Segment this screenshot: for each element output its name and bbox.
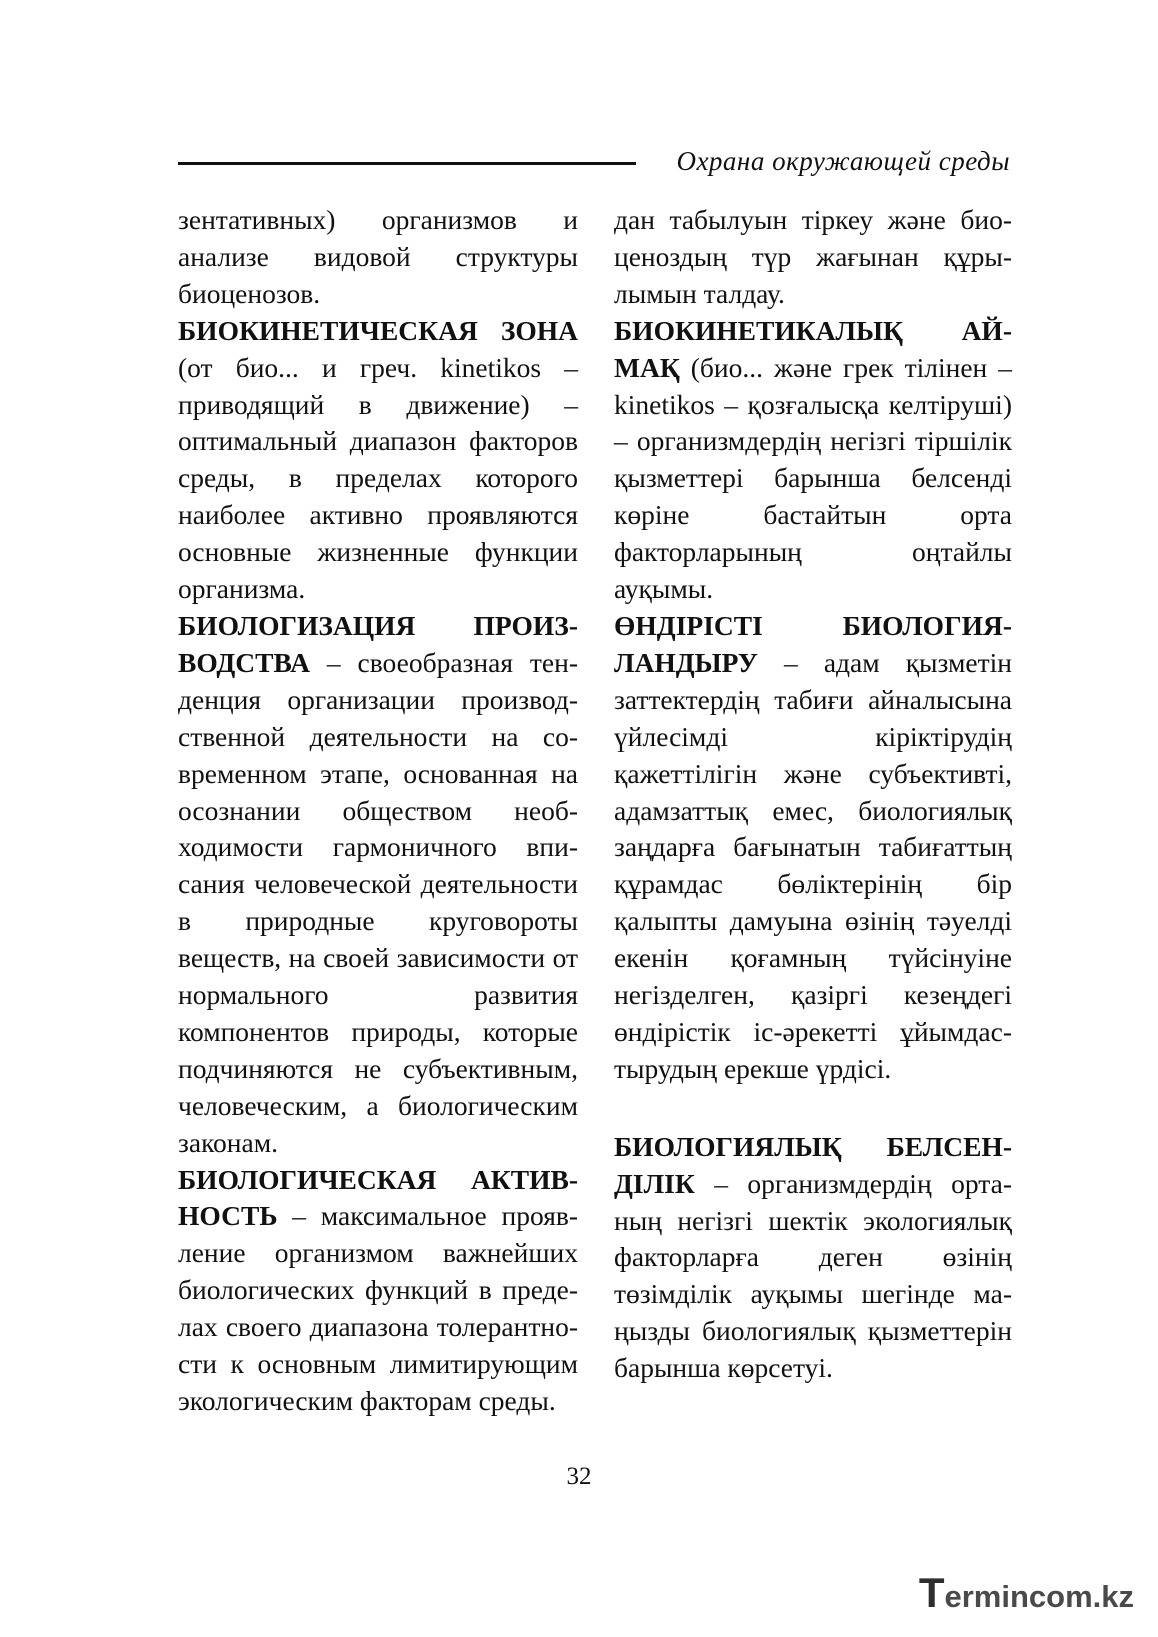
entry-text: дан табылуын тіркеу және биоценоздың түр жағынан құрылымын талдау.: [614, 204, 1012, 309]
page-header: [178, 146, 1010, 186]
entry-text: – максимальное проявление организмом важнейших биологических функций в пределах своего диапазона толерантности к основным лимитирующим экологическим факторам среды.: [178, 1200, 578, 1416]
entry-biologization-kz: [614, 608, 1012, 1088]
entry-biokinetic-zone: [178, 313, 578, 608]
column-gap: [614, 1088, 1012, 1129]
right-column: [614, 202, 1012, 1387]
entry-continuation: [178, 202, 578, 313]
entry-biological-activity: [178, 1162, 578, 1420]
watermark-text: ermincom.kz: [944, 1579, 1134, 1614]
entry-text: (био... және грек тілінен – kinetikos – қозғалысқа келтіруші) – организмдердің негізгі тіршілік қызметтері барынша белсенді көріне бастайтын орта факторларының оңтайлы ауқымы.: [614, 351, 1012, 605]
entry-term: БИОКИНЕТИЧЕСКАЯ ЗОНА: [178, 314, 578, 346]
entry-continuation: [614, 202, 1012, 313]
watermark-lead-letter: T: [918, 1569, 945, 1616]
watermark-logo: [919, 1569, 1134, 1617]
page-number: 32: [566, 1463, 592, 1490]
header-rule: [178, 162, 636, 165]
entry-text: (от био... и греч. kinetikos – приводящий в движение) – оптимальный диапазон факторов среды, в пределах которого наиболее активно проявляются основные жизненные функции организма.: [178, 351, 578, 605]
running-title: Охрана окружающей среды: [676, 146, 1010, 176]
entry-term: БИОЛОГИЗАЦИЯ ПРОИЗВОДСТВА: [178, 609, 578, 678]
entry-biokinetic-zone-kz: [614, 313, 1012, 608]
left-column: [178, 202, 578, 1420]
entry-text: – адам қызметін заттектердің табиғи айналысына үйлесімді кіріктірудің қажеттілігін және субъективті, адамзаттық емес, биологиялық заңдарға бағынатын табиғаттың құрамдас бөліктерінің бір қалыпты дамуына өзінің тәуелді екенін қоғамның түйсінуіне негізделген, қазіргі кезеңдегі өндірістік іс-әрекетті ұйымдастырудың ерекше үрдісі.: [614, 646, 1012, 1084]
entry-term: БИОЛОГИЯЛЫҚ БЕЛСЕНДІЛІК: [614, 1130, 1012, 1199]
entry-text: зентативных) организмов и анализе видовой структуры биоценозов.: [178, 204, 578, 309]
entry-text: – своеобразная тенденция организации производственной деятельности на современном этапе, основанная на осознании обществом необходимости гармоничного вписания человеческой деятельности в природные круговороты веществ, на своей зависимости от нормального развития компонентов природы, которые подчиняются не субъективным, человеческим, а биологическим законам.: [178, 646, 578, 1158]
entry-term: ӨНДІРІСТІ БИОЛОГИЯЛАНДЫРУ: [614, 609, 1012, 678]
entry-biological-activity-kz: [614, 1129, 1012, 1387]
entry-term: БИОКИНЕТИКАЛЫҚ АЙМАҚ: [614, 314, 1012, 383]
entry-text: – организмдердің ортаның негізгі шектік экологиялық факторларға деген өзінің төзімділік ауқымы шегінде маңызды биологиялық қызметтерін барынша көрсетуі.: [614, 1167, 1012, 1384]
entry-biologization: [178, 608, 578, 1162]
entry-term: БИОЛОГИЧЕСКАЯ АКТИВНОСТЬ: [178, 1163, 578, 1232]
